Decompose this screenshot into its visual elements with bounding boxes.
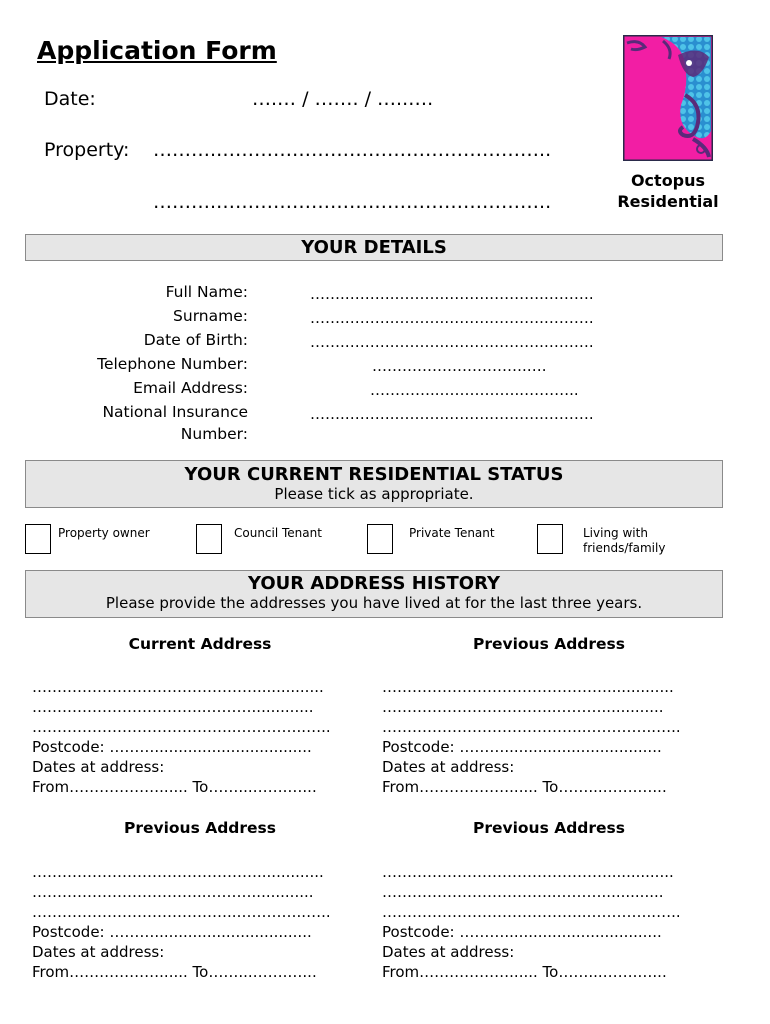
address-line-3[interactable]: …………………………………..…………..…..: [32, 903, 331, 921]
address-block[interactable]: [382, 862, 681, 982]
octopus-logo: [623, 35, 713, 161]
telephone-label: Telephone Number:: [97, 355, 248, 373]
email-label: Email Address:: [133, 379, 248, 397]
address-line-1[interactable]: ………………………………………..............: [382, 678, 674, 696]
postcode-field[interactable]: Postcode: ……….................................: [382, 738, 662, 756]
property-label: Property:: [44, 139, 130, 161]
dob-field[interactable]: …….……….……….……….……….……….: [310, 333, 594, 351]
address-line-3[interactable]: …………………………………..…………..…..: [382, 718, 681, 736]
address-block[interactable]: [32, 862, 331, 982]
private-tenant-label: Private Tenant: [409, 526, 495, 540]
telephone-field[interactable]: ………………………….….: [372, 357, 547, 375]
address-line-2[interactable]: ……………………………..……….............: [382, 698, 664, 716]
address-line-2[interactable]: ……………………………..……….............: [32, 883, 314, 901]
surname-field[interactable]: …….……….……….……….……….……….: [310, 309, 594, 327]
postcode-field[interactable]: Postcode: ……….................................: [382, 923, 662, 941]
address-block-title: Previous Address: [472, 819, 626, 837]
from-to-field[interactable]: From………………...... To……...…….…...: [32, 778, 317, 796]
ni-label-2: Number:: [180, 425, 248, 443]
ni-label: National Insurance: [102, 403, 248, 421]
dob-label: Date of Birth:: [143, 331, 248, 349]
from-to-field[interactable]: From………………...... To……...…….…...: [382, 778, 667, 796]
history-header: YOUR ADDRESS HISTORY: [247, 573, 500, 594]
council-tenant-checkbox[interactable]: [196, 524, 222, 554]
details-header: YOUR DETAILS: [301, 237, 447, 258]
address-line-1[interactable]: ………………………………………..............: [382, 863, 674, 881]
full-name-label: Full Name:: [165, 283, 248, 301]
history-subheader: Please provide the addresses you have lived at for the last three years.: [105, 594, 643, 612]
address-block-title: Current Address: [128, 635, 272, 653]
property-field-line-1[interactable]: ……….……………………………………………..: [153, 139, 552, 161]
living-with-friends-label-2: friends/family: [583, 541, 666, 555]
address-line-1[interactable]: ………………………………………..............: [32, 678, 324, 696]
private-tenant-checkbox[interactable]: [367, 524, 393, 554]
postcode-field[interactable]: Postcode: ……….................................: [32, 738, 312, 756]
living-with-friends-checkbox[interactable]: [537, 524, 563, 554]
status-header-band: [25, 460, 723, 508]
date-field[interactable]: ….… / ……. / …..….: [252, 88, 434, 110]
address-line-1[interactable]: ………………………………………..............: [32, 863, 324, 881]
address-block[interactable]: [382, 677, 681, 797]
details-header-band: [25, 234, 723, 261]
address-line-2[interactable]: ……………………………..……….............: [382, 883, 664, 901]
property-field-line-2[interactable]: ……….……………………………………………..: [153, 191, 552, 213]
status-subheader: Please tick as appropriate.: [274, 485, 474, 503]
date-label: Date:: [44, 88, 96, 110]
from-to-field[interactable]: From………………...... To……...…….…...: [32, 963, 317, 981]
property-owner-label: Property owner: [58, 526, 150, 540]
postcode-field[interactable]: Postcode: ……….................................: [32, 923, 312, 941]
address-line-3[interactable]: …………………………………..…………..…..: [32, 718, 331, 736]
form-title: Application Form: [37, 36, 277, 65]
email-field[interactable]: …………..……………..………..: [370, 381, 579, 399]
dates-label: Dates at address:: [382, 758, 515, 776]
dates-label: Dates at address:: [32, 943, 165, 961]
full-name-field[interactable]: …….……….……….……….……….……….: [310, 285, 594, 303]
status-header: YOUR CURRENT RESIDENTIAL STATUS: [184, 464, 564, 485]
from-to-field[interactable]: From………………...... To……...…….…...: [382, 963, 667, 981]
surname-label: Surname:: [173, 307, 248, 325]
history-header-band: [25, 570, 723, 618]
ni-field[interactable]: …….……….……….……….……….……….: [310, 405, 594, 423]
property-owner-checkbox[interactable]: [25, 524, 51, 554]
address-block-title: Previous Address: [472, 635, 626, 653]
address-line-3[interactable]: …………………………………..…………..…..: [382, 903, 681, 921]
brand-name: [608, 170, 728, 212]
address-block-title: Previous Address: [123, 819, 277, 837]
brand-line-1: Octopus: [630, 171, 706, 190]
address-block[interactable]: [32, 677, 331, 797]
dates-label: Dates at address:: [382, 943, 515, 961]
council-tenant-label: Council Tenant: [234, 526, 322, 540]
dates-label: Dates at address:: [32, 758, 165, 776]
living-with-friends-label: Living with: [583, 526, 648, 540]
brand-line-2: Residential: [617, 192, 719, 211]
address-line-2[interactable]: ……………………………..……….............: [32, 698, 314, 716]
